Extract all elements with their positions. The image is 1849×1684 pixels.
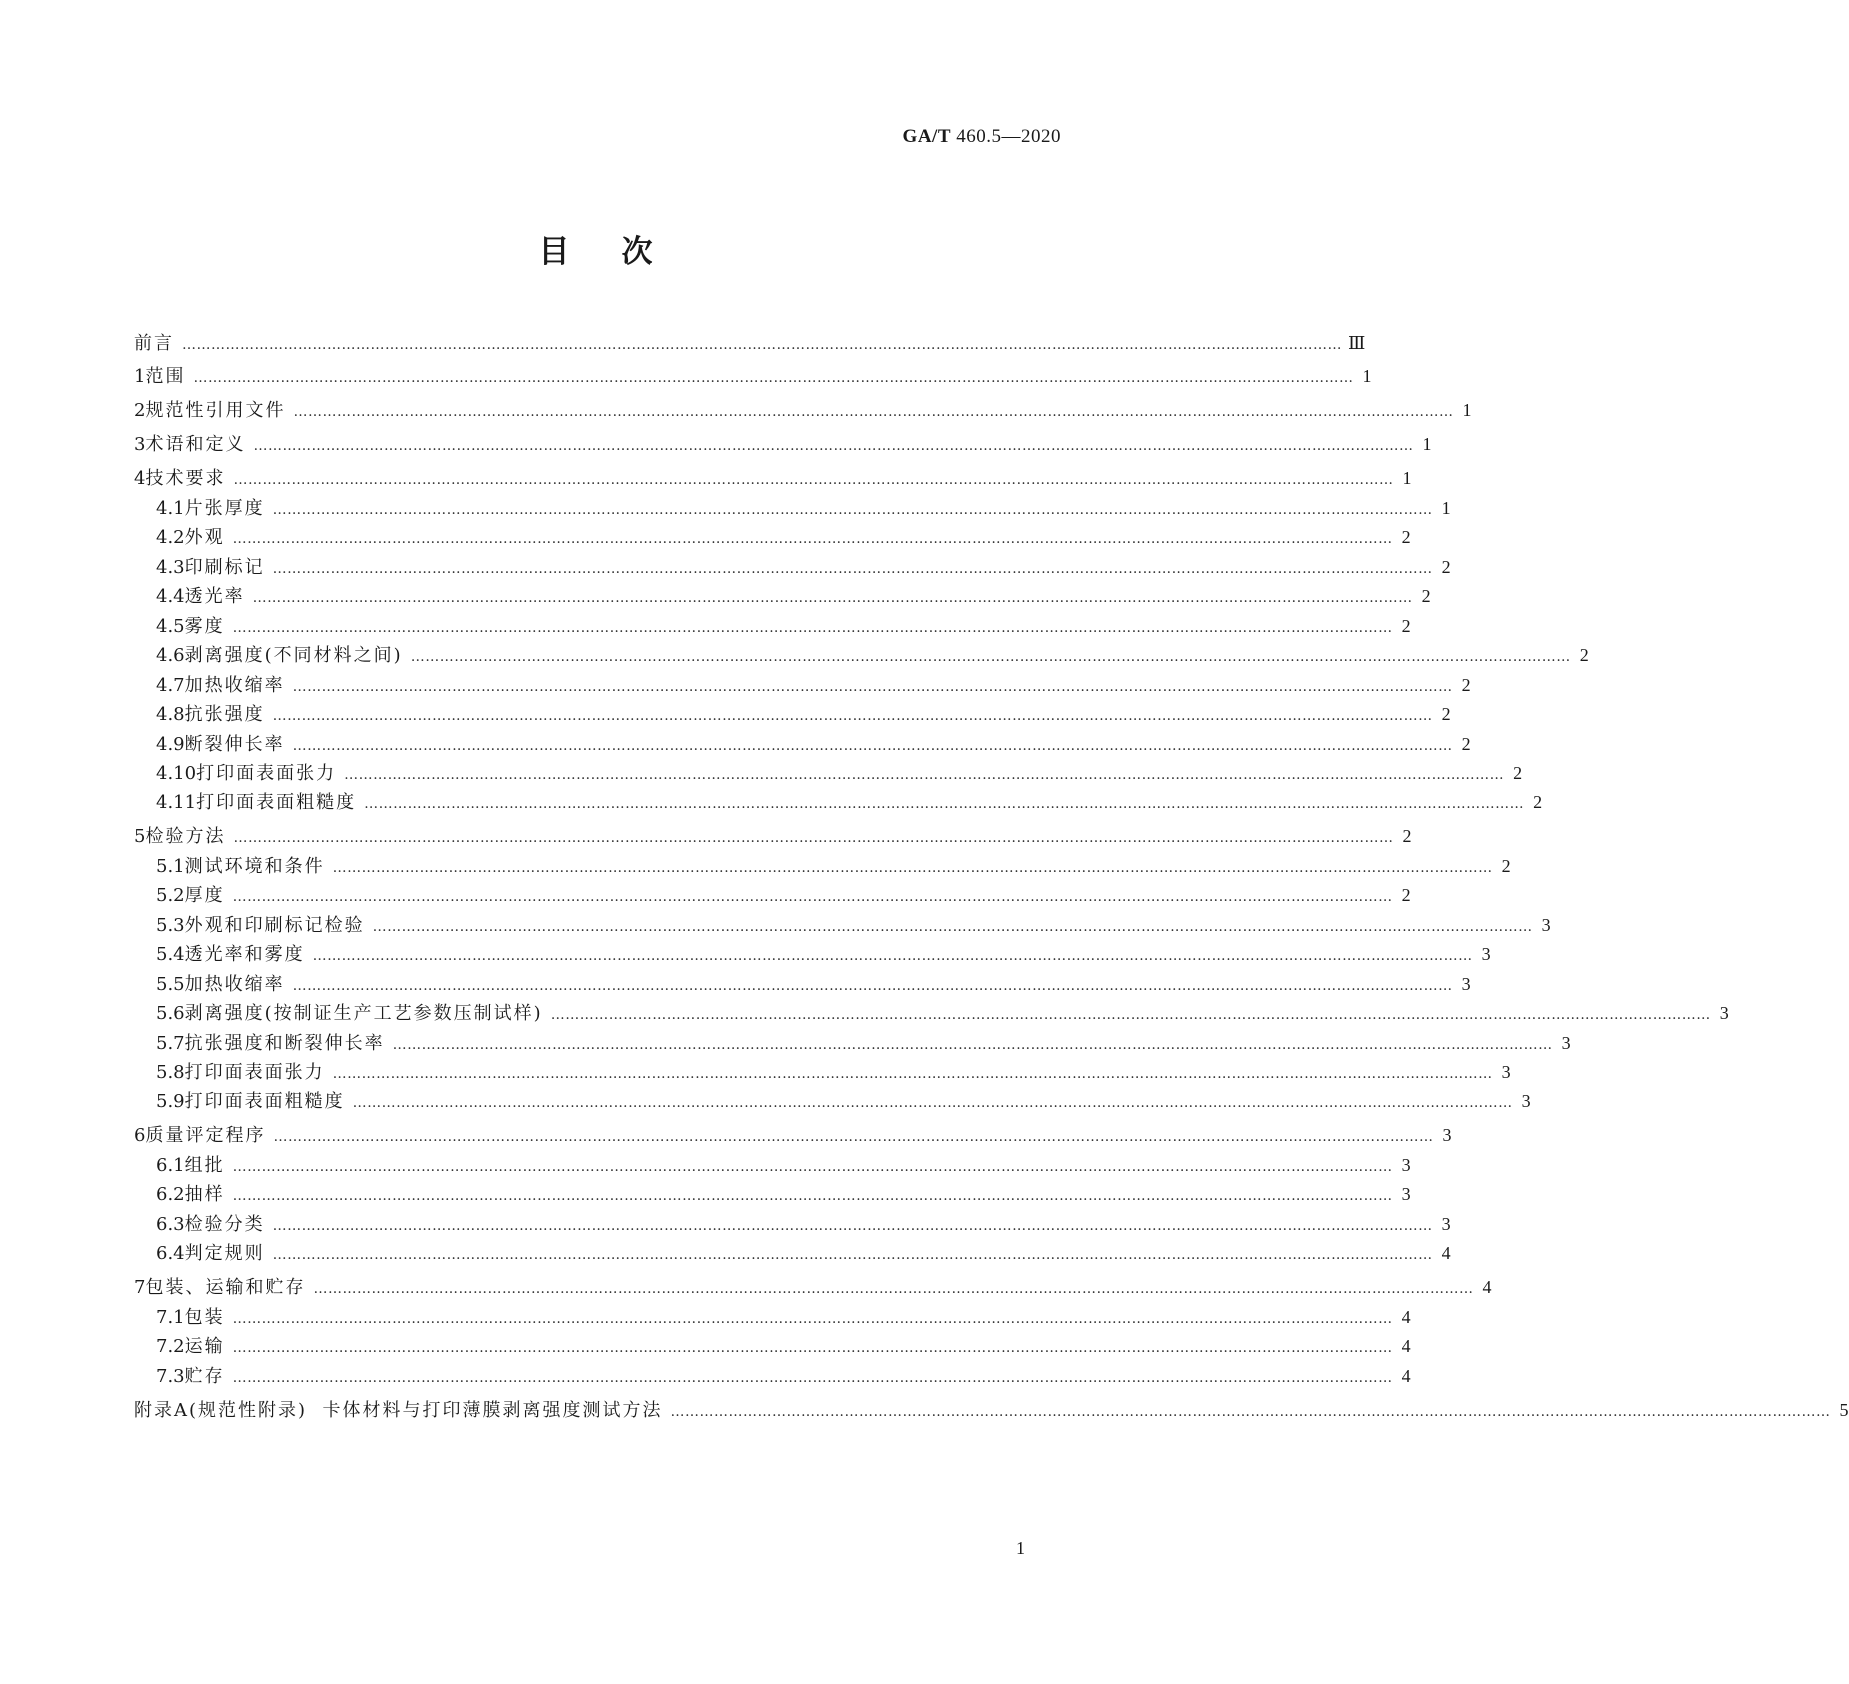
toc-dot-leader: …………………………………………………………………………………………………………………………………………………………………………………………………………………… bbox=[272, 708, 1433, 724]
toc-dot-leader: …………………………………………………………………………………………………………………………………………………………………………………………………………………… bbox=[272, 1247, 1433, 1263]
toc-entry-number: 5.8 bbox=[156, 1062, 185, 1083]
toc-entry[interactable] bbox=[134, 1397, 1849, 1423]
toc-entry-page: 4 bbox=[1441, 1243, 1451, 1263]
toc-entry-page: 3 bbox=[1521, 1091, 1531, 1111]
toc-entry[interactable] bbox=[156, 1152, 1411, 1178]
toc-entry-label: 判定规则 bbox=[184, 1243, 265, 1264]
toc-entry-label: 外观 bbox=[184, 527, 225, 548]
toc-entry-label: 范围 bbox=[145, 366, 186, 387]
toc-entry[interactable] bbox=[156, 672, 1471, 698]
toc-entry-number: 6.3 bbox=[156, 1214, 185, 1235]
toc-entry-label: 抽样 bbox=[184, 1184, 225, 1205]
toc-entry-label: 附录A(规范性附录) 卡体材料与打印薄膜剥离强度测试方法 bbox=[134, 1400, 663, 1421]
toc-entry-label: 透光率 bbox=[184, 586, 245, 607]
toc-entry-number: 6 bbox=[134, 1125, 146, 1146]
toc-dot-leader: …………………………………………………………………………………………………………………………………………………………………………………………………………………… bbox=[232, 1340, 1393, 1356]
toc-entry-page: 3 bbox=[1461, 974, 1471, 994]
toc-entry-page: 1 bbox=[1441, 498, 1451, 518]
toc-dot-leader: …………………………………………………………………………………………………………………………………………………………………………………………………………………… bbox=[292, 738, 1453, 754]
toc-entry-number: 5.3 bbox=[156, 915, 185, 936]
toc-entry-number: 4 bbox=[134, 468, 146, 489]
toc-entry[interactable] bbox=[156, 583, 1431, 609]
toc-entry-page: 1 bbox=[1362, 366, 1372, 386]
toc-entry-label: 剥离强度(按制证生产工艺参数压制试样) bbox=[184, 1003, 543, 1024]
toc-dot-leader: …………………………………………………………………………………………………………………………………………………………………………………………………………………… bbox=[312, 948, 1473, 964]
toc-dot-leader: …………………………………………………………………………………………………………………………………………………………………………………………………………………… bbox=[182, 337, 1342, 353]
toc-dot-leader: …………………………………………………………………………………………………………………………………………………………………………………………………………………… bbox=[232, 1311, 1393, 1327]
toc-entry-page: 3 bbox=[1481, 944, 1491, 964]
toc-dot-leader: …………………………………………………………………………………………………………………………………………………………………………………………………………………… bbox=[233, 830, 1394, 846]
toc-entry[interactable] bbox=[156, 1088, 1531, 1114]
standard-code-prefix: GA/T bbox=[902, 126, 951, 147]
toc-entry-page: 2 bbox=[1441, 704, 1451, 724]
toc-entry-label: 术语和定义 bbox=[145, 434, 246, 455]
title-char-2: 次 bbox=[621, 234, 653, 270]
toc-entry-number: 4.10 bbox=[156, 763, 197, 784]
toc-entry-number: 4.6 bbox=[156, 645, 185, 666]
toc-entry-page: 3 bbox=[1441, 1214, 1451, 1234]
toc-entry-page: 3 bbox=[1401, 1155, 1411, 1175]
toc-entry[interactable] bbox=[156, 760, 1523, 786]
toc-entry-number: 7 bbox=[134, 1277, 146, 1298]
toc-entry[interactable] bbox=[156, 1304, 1411, 1330]
toc-entry-label: 透光率和雾度 bbox=[184, 944, 305, 965]
toc-entry[interactable] bbox=[156, 613, 1411, 639]
toc-entry[interactable] bbox=[156, 853, 1511, 879]
toc-entry-page: 3 bbox=[1541, 915, 1551, 935]
toc-entry[interactable] bbox=[134, 1122, 1452, 1148]
toc-entry-label: 组批 bbox=[184, 1155, 225, 1176]
toc-entry-label: 抗张强度 bbox=[184, 704, 265, 725]
toc-entry-label: 前言 bbox=[134, 333, 174, 354]
toc-dot-leader: …………………………………………………………………………………………………………………………………………………………………………………………………………………… bbox=[392, 1037, 1553, 1053]
toc-entry[interactable] bbox=[156, 495, 1451, 521]
toc-entry-page: 4 bbox=[1401, 1307, 1411, 1327]
toc-entry-page: 2 bbox=[1402, 826, 1412, 846]
standard-code-number: 460.5—2020 bbox=[951, 126, 1061, 147]
toc-entry-number: 7.3 bbox=[156, 1366, 185, 1387]
toc-entry[interactable] bbox=[156, 1059, 1511, 1085]
toc-entry[interactable] bbox=[156, 1000, 1729, 1026]
toc-entry-label: 技术要求 bbox=[145, 468, 226, 489]
toc-entry-page: 3 bbox=[1719, 1003, 1729, 1023]
toc-entry-label: 检验方法 bbox=[145, 826, 226, 847]
toc-entry[interactable] bbox=[156, 554, 1451, 580]
toc-entry-page: 1 bbox=[1462, 400, 1472, 420]
toc-entry[interactable] bbox=[156, 971, 1471, 997]
toc-entry[interactable] bbox=[134, 431, 1432, 457]
toc-dot-leader: …………………………………………………………………………………………………………………………………………………………………………………………………………………… bbox=[232, 1370, 1393, 1386]
toc-entry-page: 2 bbox=[1401, 885, 1411, 905]
toc-entry-number: 5.7 bbox=[156, 1033, 185, 1054]
toc-entry[interactable] bbox=[156, 1030, 1571, 1056]
toc-entry-page: 2 bbox=[1461, 734, 1471, 754]
toc-entry[interactable] bbox=[134, 465, 1412, 491]
toc-entry-label: 规范性引用文件 bbox=[145, 400, 286, 421]
toc-entry-label: 打印面表面张力 bbox=[184, 1062, 325, 1083]
toc-entry-number: 5.1 bbox=[156, 856, 185, 877]
toc-entry-number: 6.4 bbox=[156, 1243, 185, 1264]
toc-entry-label: 剥离强度(不同材料之间) bbox=[184, 645, 403, 666]
toc-entry[interactable] bbox=[156, 882, 1411, 908]
toc-entry-number: 7.1 bbox=[156, 1307, 185, 1328]
toc-entry[interactable] bbox=[156, 1211, 1451, 1237]
toc-entry-page: 3 bbox=[1442, 1125, 1452, 1145]
toc-entry-page: 2 bbox=[1501, 856, 1511, 876]
toc-entry-label: 外观和印刷标记检验 bbox=[184, 915, 365, 936]
toc-entry[interactable] bbox=[156, 1240, 1451, 1266]
toc-entry-page: 2 bbox=[1421, 586, 1431, 606]
toc-entry-number: 6.1 bbox=[156, 1155, 185, 1176]
toc-dot-leader: …………………………………………………………………………………………………………………………………………………………………………………………………………………… bbox=[352, 1095, 1513, 1111]
toc-entry-number: 4.3 bbox=[156, 557, 185, 578]
toc-entry-number: 5 bbox=[134, 826, 146, 847]
page-title bbox=[0, 226, 1191, 271]
toc-entry-number: 7.2 bbox=[156, 1336, 185, 1357]
toc-entry-label: 雾度 bbox=[184, 616, 225, 637]
toc-dot-leader: …………………………………………………………………………………………………………………………………………………………………………………………………………………… bbox=[232, 1159, 1393, 1175]
toc-entry-number: 6.2 bbox=[156, 1184, 185, 1205]
toc-dot-leader: …………………………………………………………………………………………………………………………………………………………………………………………………………………… bbox=[292, 679, 1453, 695]
toc-entry[interactable] bbox=[134, 823, 1412, 849]
toc-dot-leader: …………………………………………………………………………………………………………………………………………………………………………………………………………………… bbox=[273, 1129, 1434, 1145]
toc-entry[interactable] bbox=[156, 731, 1471, 757]
toc-entry[interactable] bbox=[156, 701, 1451, 727]
toc-entry-page: 1 bbox=[1402, 468, 1412, 488]
toc-entry-number: 2 bbox=[134, 400, 146, 421]
toc-entry[interactable] bbox=[156, 524, 1411, 550]
toc-dot-leader: …………………………………………………………………………………………………………………………………………………………………………………………………………………… bbox=[313, 1281, 1474, 1297]
toc-entry-number: 5.5 bbox=[156, 974, 185, 995]
toc-entry-page: 4 bbox=[1401, 1336, 1411, 1356]
toc-entry-page: 2 bbox=[1401, 616, 1411, 636]
title-char-1: 目 bbox=[538, 234, 570, 270]
toc-entry[interactable] bbox=[134, 1274, 1492, 1300]
toc-entry-number: 4.11 bbox=[156, 792, 197, 813]
toc-entry-label: 打印面表面张力 bbox=[196, 763, 337, 784]
toc-entry-number: 1 bbox=[134, 366, 146, 387]
toc-entry-page: 2 bbox=[1513, 763, 1523, 783]
toc-entry[interactable] bbox=[156, 941, 1491, 967]
toc-entry[interactable] bbox=[156, 1333, 1411, 1359]
toc-entry-number: 5.4 bbox=[156, 944, 185, 965]
toc-entry-page: 3 bbox=[1501, 1062, 1511, 1082]
toc-entry[interactable] bbox=[134, 363, 1372, 389]
toc-entry-label: 加热收缩率 bbox=[184, 974, 285, 995]
toc-entry-label: 断裂伸长率 bbox=[184, 734, 285, 755]
standard-code bbox=[903, 126, 1061, 148]
toc-entry-label: 打印面表面粗糙度 bbox=[196, 792, 357, 813]
toc-entry-number: 4.5 bbox=[156, 616, 185, 637]
toc-entry-number: 4.4 bbox=[156, 586, 185, 607]
footer-page-number: 1 bbox=[1016, 1538, 1025, 1558]
toc-entry-number: 5.9 bbox=[156, 1091, 185, 1112]
toc-entry-number: 5.6 bbox=[156, 1003, 185, 1024]
toc-entry-label: 片张厚度 bbox=[184, 498, 265, 519]
toc-entry-page: 2 bbox=[1461, 675, 1471, 695]
toc-entry-page: 2 bbox=[1533, 792, 1543, 812]
toc-entry[interactable] bbox=[156, 1181, 1411, 1207]
toc-entry-number: 4.7 bbox=[156, 675, 185, 696]
toc-dot-leader: …………………………………………………………………………………………………………………………………………………………………………………………………………………… bbox=[193, 370, 1354, 386]
toc-entry-page: 2 bbox=[1401, 527, 1411, 547]
toc-entry-label: 印刷标记 bbox=[184, 557, 265, 578]
toc-entry-page: 3 bbox=[1401, 1184, 1411, 1204]
toc-entry-number: 3 bbox=[134, 434, 146, 455]
toc-entry[interactable] bbox=[156, 642, 1589, 668]
toc-dot-leader: …………………………………………………………………………………………………………………………………………………………………………………………………………………… bbox=[253, 438, 1414, 454]
toc-entry-number: 4.1 bbox=[156, 498, 185, 519]
toc-entry[interactable] bbox=[156, 1363, 1411, 1389]
toc-entry-number: 4.9 bbox=[156, 734, 185, 755]
toc-entry-label: 测试环境和条件 bbox=[184, 856, 325, 877]
toc-dot-leader: …………………………………………………………………………………………………………………………………………………………………………………………………………………… bbox=[233, 472, 1394, 488]
toc-dot-leader: …………………………………………………………………………………………………………………………………………………………………………………………………………………… bbox=[670, 1404, 1831, 1420]
toc-entry-label: 包装 bbox=[184, 1307, 225, 1328]
toc-entry-number: 4.8 bbox=[156, 704, 185, 725]
toc-entry-page: 3 bbox=[1561, 1033, 1571, 1053]
toc-entry-label: 打印面表面粗糙度 bbox=[184, 1091, 345, 1112]
toc-dot-leader: …………………………………………………………………………………………………………………………………………………………………………………………………………………… bbox=[232, 620, 1393, 636]
toc-dot-leader: …………………………………………………………………………………………………………………………………………………………………………………………………………………… bbox=[344, 767, 1505, 783]
toc-dot-leader: …………………………………………………………………………………………………………………………………………………………………………………………………………………… bbox=[550, 1007, 1711, 1023]
toc-dot-leader: …………………………………………………………………………………………………………………………………………………………………………………………………………………… bbox=[364, 796, 1525, 812]
toc-entry-number: 4.2 bbox=[156, 527, 185, 548]
toc-dot-leader: …………………………………………………………………………………………………………………………………………………………………………………………………………………… bbox=[232, 889, 1393, 905]
toc-entry-number: 5.2 bbox=[156, 885, 185, 906]
toc-entry-label: 抗张强度和断裂伸长率 bbox=[184, 1033, 385, 1054]
toc-entry[interactable] bbox=[134, 397, 1472, 423]
toc-dot-leader: …………………………………………………………………………………………………………………………………………………………………………………………………………………… bbox=[272, 1218, 1433, 1234]
toc-dot-leader: …………………………………………………………………………………………………………………………………………………………………………………………………………………… bbox=[272, 502, 1433, 518]
toc-dot-leader: …………………………………………………………………………………………………………………………………………………………………………………………………………………… bbox=[292, 978, 1453, 994]
toc-dot-leader: …………………………………………………………………………………………………………………………………………………………………………………………………………………… bbox=[372, 919, 1533, 935]
toc-entry-label: 厚度 bbox=[184, 885, 225, 906]
toc-entry[interactable] bbox=[156, 789, 1543, 815]
toc-entry-page: Ⅲ bbox=[1348, 333, 1366, 353]
toc-dot-leader: …………………………………………………………………………………………………………………………………………………………………………………………………………………… bbox=[332, 1066, 1493, 1082]
toc-entry-label: 包装、运输和贮存 bbox=[145, 1277, 306, 1298]
toc-entry-label: 质量评定程序 bbox=[145, 1125, 266, 1146]
toc-dot-leader: …………………………………………………………………………………………………………………………………………………………………………………………………………………… bbox=[293, 404, 1454, 420]
toc-entry-page: 5 bbox=[1839, 1400, 1849, 1420]
toc-entry-label: 检验分类 bbox=[184, 1214, 265, 1235]
toc-entry-page: 2 bbox=[1579, 645, 1589, 665]
toc-entry-page: 2 bbox=[1441, 557, 1451, 577]
toc-entry-label: 加热收缩率 bbox=[184, 675, 285, 696]
toc-dot-leader: …………………………………………………………………………………………………………………………………………………………………………………………………………………… bbox=[332, 860, 1493, 876]
toc-entry-page: 4 bbox=[1482, 1277, 1492, 1297]
toc-dot-leader: …………………………………………………………………………………………………………………………………………………………………………………………………………………… bbox=[252, 590, 1413, 606]
toc-entry[interactable] bbox=[134, 330, 1366, 356]
toc-entry-page: 4 bbox=[1401, 1366, 1411, 1386]
toc-dot-leader: …………………………………………………………………………………………………………………………………………………………………………………………………………………… bbox=[410, 649, 1571, 665]
toc-dot-leader: …………………………………………………………………………………………………………………………………………………………………………………………………………………… bbox=[232, 1188, 1393, 1204]
toc-dot-leader: …………………………………………………………………………………………………………………………………………………………………………………………………………………… bbox=[272, 561, 1433, 577]
toc-entry-label: 贮存 bbox=[184, 1366, 225, 1387]
toc-entry-page: 1 bbox=[1422, 434, 1432, 454]
toc-entry-label: 运输 bbox=[184, 1336, 225, 1357]
toc-entry[interactable] bbox=[156, 912, 1551, 938]
toc-dot-leader: …………………………………………………………………………………………………………………………………………………………………………………………………………………… bbox=[232, 531, 1393, 547]
